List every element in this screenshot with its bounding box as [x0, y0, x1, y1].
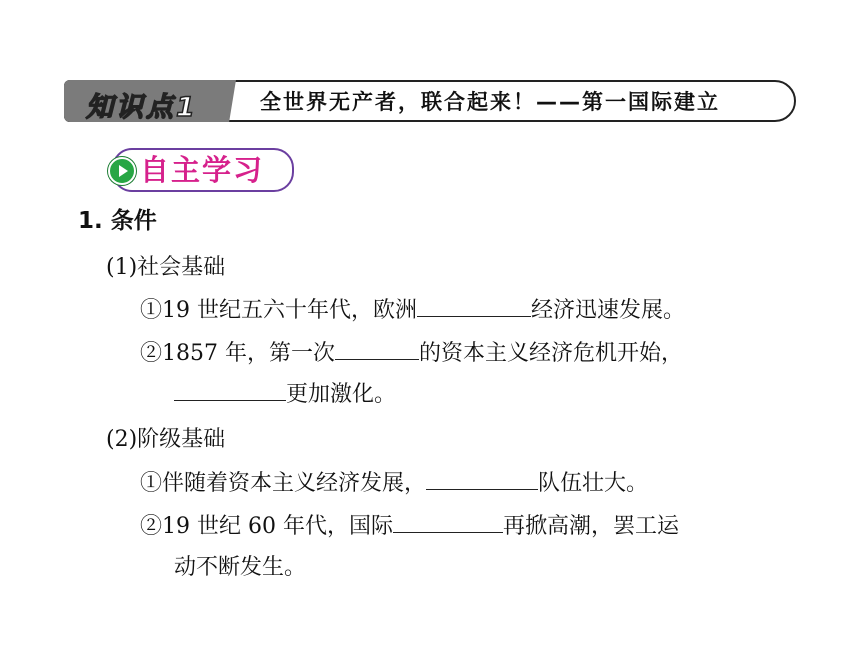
self-study-label: 自主学习 [140, 153, 265, 187]
banner-title: 全世界无产者，联合起来！——第一国际建立 [260, 90, 720, 114]
subheading-class-basis: (2)阶级基础 [106, 427, 226, 452]
knowledge-point-banner [64, 80, 794, 122]
heading-conditions: 1. 条件 [78, 208, 157, 234]
fill-blank-2[interactable] [335, 337, 419, 360]
self-study-section-label [112, 148, 294, 192]
item-2-text-b: 的资本主义经济危机开始， [418, 341, 683, 366]
play-icon [108, 157, 136, 185]
item-2-text-a: ②1857 年，第一次 [140, 341, 335, 366]
item-3-text-a: ①伴随着资本主义经济发展， [140, 471, 427, 496]
item-3-text-b: 队伍壮大。 [538, 471, 649, 496]
item-3 [140, 467, 648, 499]
item-4 [140, 510, 679, 542]
fill-blank-1[interactable] [417, 294, 531, 317]
item-1 [140, 294, 685, 326]
item-2-continued [174, 378, 396, 410]
item-2 [140, 337, 683, 369]
fill-blank-4[interactable] [426, 467, 538, 490]
item-4-text-a: ②19 世纪 60 年代，国际 [140, 514, 393, 539]
subheading-social-basis: (1)社会基础 [106, 255, 226, 280]
item-4-continued: 动不断发生。 [174, 555, 307, 580]
fill-blank-5[interactable] [393, 510, 503, 533]
banner-tag-label: 知识点1 [86, 92, 198, 123]
item-4-text-b: 再掀高潮，罢工运 [502, 514, 679, 539]
item-2-text-c: 更加激化。 [286, 382, 397, 407]
item-1-text-b: 经济迅速发展。 [531, 298, 686, 323]
fill-blank-3[interactable] [174, 378, 286, 401]
item-1-text-a: ①19 世纪五六十年代，欧洲 [140, 298, 417, 323]
